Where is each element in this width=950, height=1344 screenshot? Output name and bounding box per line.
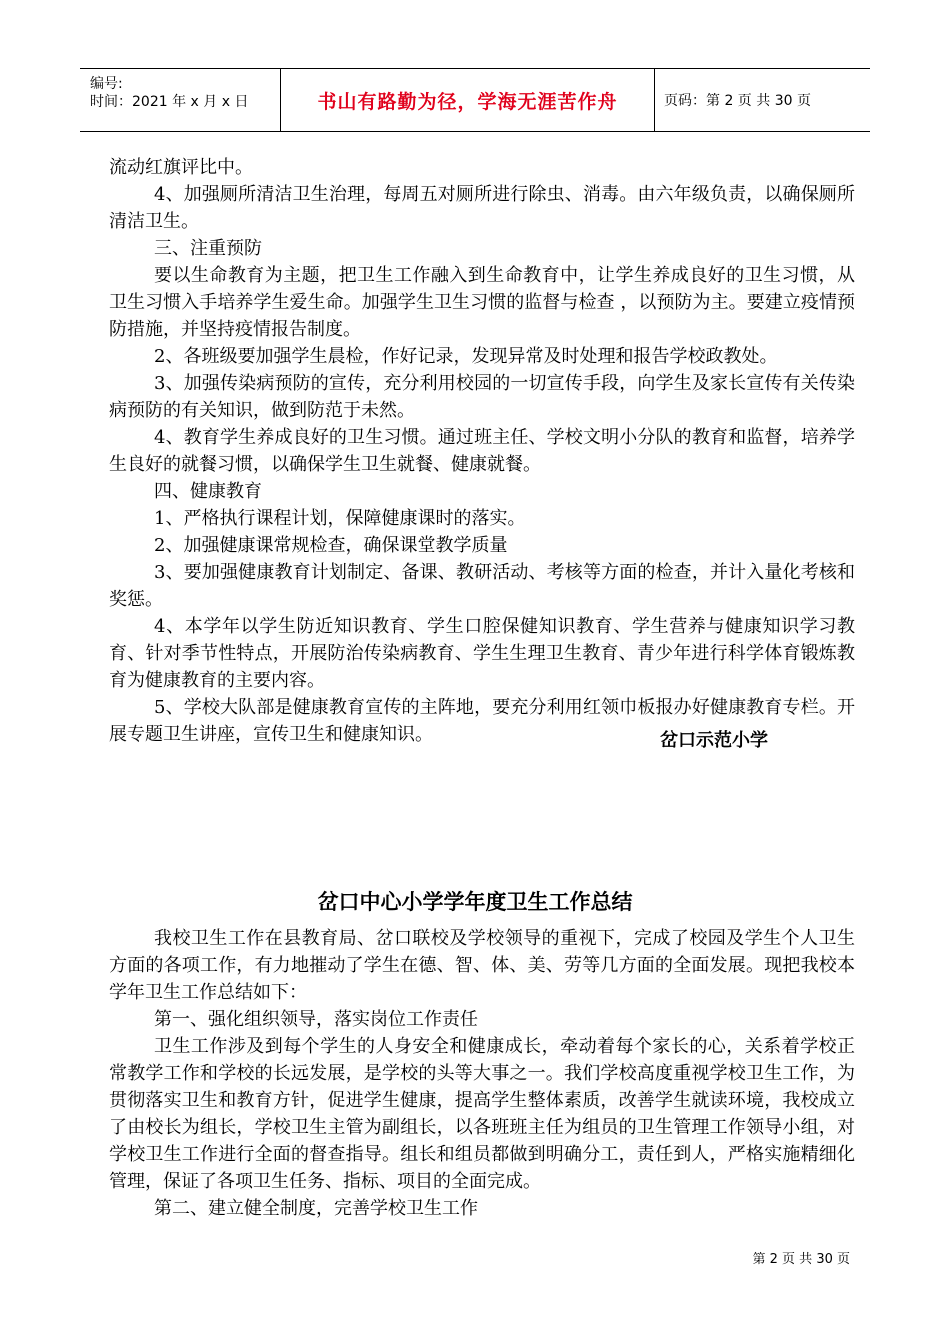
paragraph: 4、本学年以学生防近知识教育、学生口腔保健知识教育、学生营养与健康知识学习教育、针对季节性特点，开展防治传染病教育、学生生理卫生教育、青少年进行科学体育锻炼教育为健康教育的主要内容。 <box>109 616 855 691</box>
paragraph: 流动红旗评比中。 <box>109 157 253 178</box>
paragraph: 5、学校大队部是健康教育宣传的主阵地，要充分利用红领巾板报办好健康教育专栏。开展专题卫生讲座，宣传卫生和健康知识。 <box>109 697 855 745</box>
header-motto: 书山有路勤为径，学海无涯苦作舟 <box>317 90 618 113</box>
paragraph: 卫生工作涉及到每个学生的人身安全和健康成长，牵动着每个家长的心，关系着学校正常教学工作和学校的长远发展，是学校的头等大事之一。我们学校高度重视学校卫生工作，为贯彻落实卫生和教育方针，促进学生健康，提高学生整体素质，改善学生就读环境，我校成立了由校长为组长，学校卫生主管为副组长，以各班班主任为组员的卫生管理工作领导小组，对学校卫生工作进行全面的督查指导。组长和组员都做到明确分工，责任到人，严格实施精细化管理，保证了各项卫生任务、指标、项目的全面完成。 <box>109 1036 855 1192</box>
paragraph: 我校卫生工作在县教育局、岔口联校及学校领导的重视下，完成了校园及学生个人卫生方面的各项工作，有力地摧动了学生在德、智、体、美、劳等几方面的全面发展。现把我校本学年卫生工作总结如下： <box>109 928 855 1003</box>
section-heading: 第一、强化组织领导，落实岗位工作责任 <box>154 1009 478 1030</box>
paragraph: 3、加强传染病预防的宣传，充分利用校园的一切宣传手段，向学生及家长宣传有关传染病预防的有关知识，做到防范于未然。 <box>109 373 855 421</box>
footer-page-info: 第 2 页 共 30 页 <box>752 1252 850 1267</box>
school-signature: 岔口示范小学 <box>660 730 768 751</box>
paragraph: 3、要加强健康教育计划制定、备课、教研活动、考核等方面的检查，并计入量化考核和奖惩。 <box>109 562 855 610</box>
section-heading: 三、注重预防 <box>154 238 262 259</box>
paragraph: 4、加强厕所清洁卫生治理，每周五对厕所进行除虫、消毒。由六年级负责，以确保厕所清洁卫生。 <box>109 184 855 232</box>
header-page-cell <box>654 69 870 131</box>
document-time-label: 时间：2021 年 x 月 x 日 <box>90 94 249 110</box>
section-heading: 第二、建立健全制度，完善学校卫生工作 <box>154 1198 478 1219</box>
section-heading: 四、健康教育 <box>154 481 262 502</box>
paragraph: 4、教育学生养成良好的卫生习惯。通过班主任、学校文明小分队的教育和监督，培养学生良好的就餐习惯，以确保学生卫生就餐、健康就餐。 <box>109 427 855 475</box>
header-motto-cell <box>280 69 655 131</box>
page-header <box>80 68 870 132</box>
header-left-cell <box>80 69 280 131</box>
document-number-label: 编号: <box>90 76 123 92</box>
document-title: 岔口中心小学学年度卫生工作总结 <box>317 890 633 914</box>
section-one-body <box>109 154 855 748</box>
section-two-body <box>109 925 855 1222</box>
paragraph: 要以生命教育为主题，把卫生工作融入到生命教育中，让学生养成良好的卫生习惯，从卫生习惯入手培养学生爱生命。加强学生卫生习惯的监督与检查 ，以预防为主。要建立疫情预防措施，并坚持疫情报告制度。 <box>109 265 855 340</box>
paragraph: 1、严格执行课程计划，保障健康课时的落实。 <box>154 508 526 529</box>
paragraph: 2、各班级要加强学生晨检，作好记录，发现异常及时处理和报告学校政教处。 <box>154 346 778 367</box>
header-page-info: 页码：第 2 页 共 30 页 <box>664 93 811 109</box>
paragraph: 2、加强健康课常规检查，确保课堂教学质量 <box>154 535 508 556</box>
